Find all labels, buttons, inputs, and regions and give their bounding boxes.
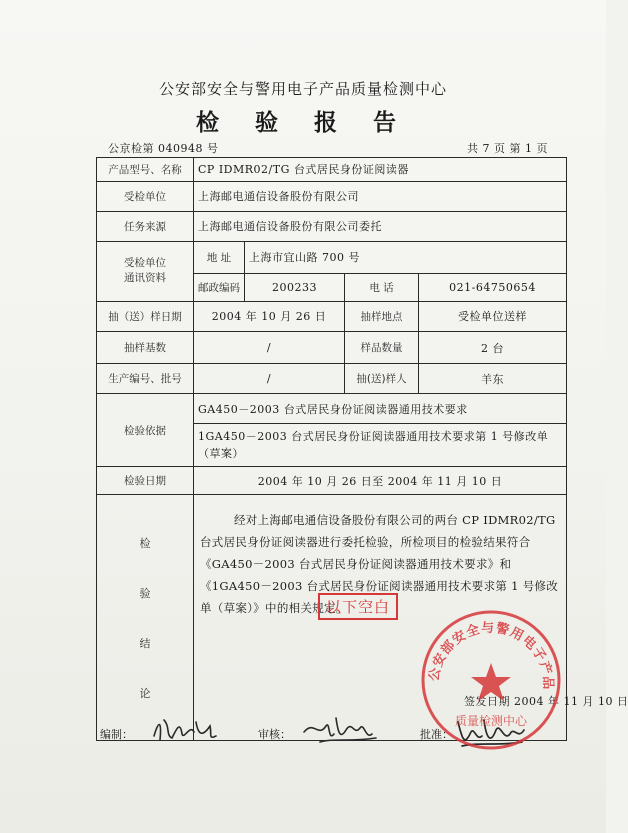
sender-value: 羊东 — [419, 364, 567, 394]
postcode-value: 200233 — [245, 273, 345, 301]
sample-qty-label: 样品数量 — [345, 331, 419, 363]
basis-standard-2: 1GA450－2003 台式居民身份证阅读器通用技术要求第 1 号修改单（草案） — [194, 424, 567, 467]
report-title: 检 验 报 告 — [195, 109, 411, 136]
basis-label: 检验依据 — [97, 394, 194, 467]
conclusion-char-4: 论 — [139, 686, 151, 700]
preparer-signature — [150, 712, 220, 746]
sample-base-label: 抽样基数 — [97, 331, 194, 363]
page-info: 共 7 页 第 1 页 — [467, 142, 548, 155]
conclusion-char-1: 检 — [139, 536, 151, 550]
conclusion-label — [97, 495, 194, 741]
sample-place-value: 受检单位送样 — [419, 301, 567, 331]
contact-label-line2: 通讯资料 — [124, 272, 166, 285]
issue-date: 签发日期 2004 年 11 月 10 日 — [464, 695, 628, 709]
product-value: CP IDMR02/TG 台式居民身份证阅读器 — [194, 158, 567, 182]
conclusion-char-3: 结 — [139, 636, 151, 650]
sender-label: 抽(送)样人 — [345, 364, 419, 394]
inspected-unit-value: 上海邮电通信设备股份有限公司 — [194, 181, 567, 211]
postcode-label: 邮政编码 — [194, 273, 245, 301]
reviewer-signature — [300, 712, 380, 748]
contact-info-label — [97, 241, 194, 301]
task-source-label: 任务来源 — [97, 211, 194, 241]
sample-base-value: / — [194, 331, 345, 363]
approved-by-label: 批准： — [420, 728, 453, 741]
issuing-organization: 公安部安全与警用电子产品质量检测中心 — [158, 80, 447, 98]
phone-value: 021-64750654 — [419, 273, 567, 301]
seal-bottom-text: 质量检测中心 — [454, 714, 528, 728]
inspection-period-label: 检验日期 — [97, 467, 194, 495]
sample-qty-value: 2 台 — [419, 331, 567, 363]
contact-label-line1: 受检单位 — [124, 257, 166, 270]
address-value: 上海市宜山路 700 号 — [245, 241, 567, 273]
phone-label: 电 话 — [345, 273, 419, 301]
basis-standard-1: GA450－2003 台式居民身份证阅读器通用技术要求 — [194, 394, 567, 424]
inspection-period-value: 2004 年 10 月 26 日至 2004 年 11 月 10 日 — [194, 467, 567, 495]
blank-below-stamp: 以下空白 — [318, 593, 398, 620]
product-label: 产品型号、名称 — [97, 158, 194, 182]
official-seal — [416, 605, 566, 755]
task-source-value: 上海邮电通信设备股份有限公司委托 — [194, 211, 567, 241]
conclusion-text: 经对上海邮电通信设备股份有限公司的两台 CP IDMR02/TG 台式居民身份证阅读器进行委托检验，所检项目的检验结果符合《GA450－2003 台式居民身份证阅读器通用技术要求》和《1GA450－2003 台式居民身份证阅读器通用技术要求第 1 号修改单（草案）》中的相关规定。 — [200, 513, 559, 616]
serial-value: / — [194, 364, 345, 394]
seal-ring-text: 公安部安全与警用电子产品 — [426, 620, 556, 691]
inspected-unit-label: 受检单位 — [97, 181, 194, 211]
reviewed-by-label: 审核： — [258, 728, 291, 741]
address-label: 地 址 — [194, 241, 245, 273]
prepared-by-label: 编制： — [100, 728, 133, 741]
serial-label: 生产编号、批号 — [97, 364, 194, 394]
sample-date-value: 2004 年 10 月 26 日 — [194, 301, 345, 331]
sample-place-label: 抽样地点 — [345, 301, 419, 331]
report-number: 公京检第 040948 号 — [108, 142, 219, 155]
sample-date-label: 抽（送）样日期 — [97, 301, 194, 331]
conclusion-char-2: 验 — [139, 586, 151, 600]
